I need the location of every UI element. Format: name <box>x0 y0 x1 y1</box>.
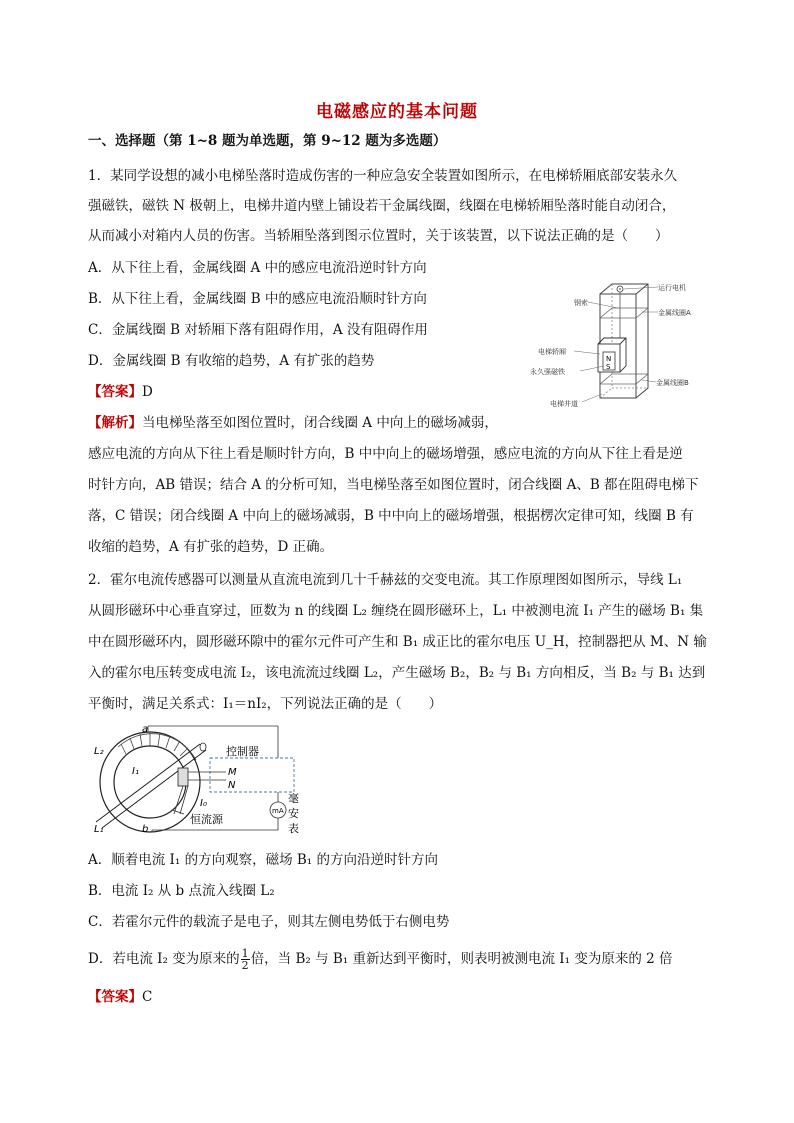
section-heading: 一、选择题（第 1~8 题为单选题，第 9~12 题为多选题） <box>88 133 447 149</box>
fig1-label-coil-b: 金属线圈B <box>656 379 689 387</box>
q1-analysis-line: 落，C 错误；闭合线圈 A 中向上的磁场减弱，B 中中向上的磁场增强，根据楞次定律可知，线圈 B 有 <box>88 508 694 524</box>
option-d-part2: 倍，当 B₂ 与 B₁ 重新达到平衡时，则表明被测电流 I₁ 变为原来的 2 倍 <box>250 951 673 967</box>
q1-stem-line: 从而减小对箱内人员的伤害。当轿厢坠落到图示位置时，关于该装置，以下说法正确的是（ ） <box>88 228 669 244</box>
q1-analysis-line <box>88 413 498 433</box>
fraction-numerator: 1 <box>241 947 249 960</box>
elevator-figure <box>528 278 708 416</box>
fig1-s-pole: S <box>606 363 611 371</box>
q1-option-a: A．从下往上看，金属线圈 A 中的感应电流沿逆时针方向 <box>88 260 427 276</box>
fig2-label-I1: I₁ <box>132 766 139 777</box>
fig1-label-car: 电梯轿厢 <box>538 348 566 356</box>
fraction-denominator: 2 <box>241 959 249 972</box>
fig2-label-meter-1: 毫 <box>288 792 299 805</box>
q2-stem-line: 入的霍尔电压转变成电流 I₂，该电流流过线圈 L₂，产生磁场 B₂，B₂ 与 B₁ 方向相反，当 B₂ 与 B₁ 达到 <box>88 665 706 681</box>
q1-answer <box>88 382 153 402</box>
document-title: 电磁感应的基本问题 <box>316 102 478 122</box>
q2-stem-line: 从圆形磁环中心垂直穿过，匝数为 n 的线圈 L₂ 缠绕在圆形磁环上，L₁ 中被测电流 I₁ 产生的磁场 B₁ 集 <box>88 603 704 619</box>
fig2-label-N: N <box>228 780 236 791</box>
fig2-label-a: a <box>142 724 149 735</box>
fig2-label-meter-3: 表 <box>288 822 299 835</box>
q1-analysis-line: 时针方向，AB 错误；结合 A 的分析可知，当电梯坠落至如图位置时，闭合线圈 A、B 都在阻碍电梯下 <box>88 477 699 493</box>
q2-option-c: C．若霍尔元件的载流子是电子，则其左侧电势低于右侧电势 <box>88 914 450 930</box>
q2-answer <box>88 987 152 1007</box>
answer-label: 【答案】 <box>88 989 142 1005</box>
fig2-label-controller: 控制器 <box>226 745 259 758</box>
analysis-label: 【解析】 <box>88 415 142 431</box>
fig1-label-shaft: 电梯井道 <box>550 400 578 408</box>
answer-label: 【答案】 <box>88 384 142 400</box>
fig2-label-M: M <box>228 767 237 778</box>
fraction <box>241 948 250 971</box>
fig2-label-L1: L₁ <box>94 824 104 835</box>
fig2-label-L2: L₂ <box>94 746 104 757</box>
answer-value: C <box>142 989 153 1005</box>
q1-analysis-line: 收缩的趋势，A 有扩张的趋势，D 正确。 <box>88 539 334 555</box>
fig1-label-motor: 运行电机 <box>658 284 686 292</box>
fig1-label-coil-a: 金属线圈A <box>658 309 691 317</box>
q2-stem-line: 平衡时，满足关系式：I₁＝nI₂，下列说法正确的是（ ） <box>88 696 443 712</box>
fig2-meter: mA <box>272 807 284 815</box>
fig2-label-meter-2: 安 <box>288 807 299 820</box>
hall-sensor-figure <box>88 722 308 842</box>
fig1-label-magnet: 永久强磁铁 <box>530 368 565 376</box>
q2-option-a: A．顺着电流 I₁ 的方向观察，磁场 B₁ 的方向沿逆时针方向 <box>88 852 438 868</box>
q1-option-b: B．从下往上看，金属线圈 B 中的感应电流沿顺时针方向 <box>88 291 427 307</box>
fig2-label-b: b <box>142 824 149 835</box>
q1-analysis-line: 感应电流的方向从下往上看是顺时针方向，B 中中向上的磁场增强，感应电流的方向从下往上看是逆 <box>88 446 683 462</box>
fig1-label-cable: 钢索 <box>574 299 588 307</box>
option-d-part1: D．若电流 I₂ 变为原来的 <box>88 951 240 967</box>
analysis-text: 当电梯坠落至如图位置时，闭合线圈 A 中向上的磁场减弱， <box>142 415 498 431</box>
q1-option-c: C．金属线圈 B 对轿厢下落有阻碍作用，A 没有阻碍作用 <box>88 322 428 338</box>
q2-option-b: B．电流 I₂ 从 b 点流入线圈 L₂ <box>88 883 275 899</box>
q1-stem-line: 1．某同学设想的减小电梯坠落时造成伤害的一种应急安全装置如图所示，在电梯轿厢底部安装永久 <box>88 168 678 184</box>
fig2-label-I0: I₀ <box>200 798 207 809</box>
fig2-label-source: 恒流源 <box>190 813 223 826</box>
q2-stem-line: 中在圆形磁环内，圆形磁环隙中的霍尔元件可产生和 B₁ 成正比的霍尔电压 U_H，控制器把从 M、N 输 <box>88 634 707 650</box>
q1-option-d: D．金属线圈 B 有收缩的趋势，A 有扩张的趋势 <box>88 353 375 369</box>
q2-option-d <box>88 944 672 974</box>
q2-stem-line: 2．霍尔电流传感器可以测量从直流电流到几十千赫兹的交变电流。其工作原理图如图所示，导线 L₁ <box>88 572 683 588</box>
q1-stem-line: 强磁铁，磁铁 N 极朝上，电梯井道内壁上铺设若干金属线圈，线圈在电梯轿厢坠落时能自动闭合， <box>88 198 676 214</box>
fig1-n-pole: N <box>606 355 612 363</box>
answer-value: D <box>142 384 153 400</box>
